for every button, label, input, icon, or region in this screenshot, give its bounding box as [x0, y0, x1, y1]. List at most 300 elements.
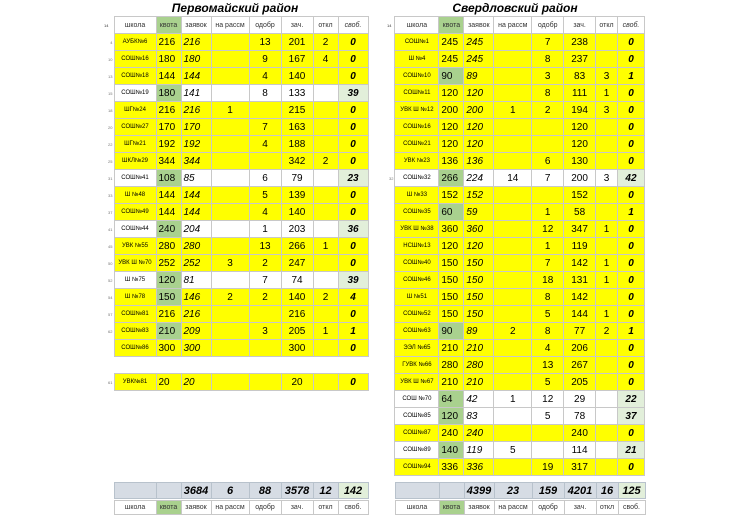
- cell-na-rassm[interactable]: [211, 187, 249, 204]
- cell-kvota[interactable]: 144: [156, 187, 181, 204]
- cell-odobr[interactable]: 12: [532, 391, 564, 408]
- col-header-na-rassm[interactable]: на рассм: [211, 17, 249, 34]
- col-header-zach[interactable]: зач.: [564, 501, 596, 515]
- cell-zayavok[interactable]: 192: [181, 136, 211, 153]
- col-header-school[interactable]: школа: [114, 17, 156, 34]
- cell-odobr[interactable]: [249, 340, 281, 357]
- cell-odobr[interactable]: [249, 102, 281, 119]
- cell-school[interactable]: СОШ№10: [395, 68, 439, 85]
- cell-na-rassm[interactable]: 2: [494, 323, 532, 340]
- cell-kvota[interactable]: 60: [439, 204, 464, 221]
- cell-svob[interactable]: 0: [338, 187, 368, 204]
- cell-zach[interactable]: 347: [564, 221, 596, 238]
- cell-svob[interactable]: 36: [338, 221, 368, 238]
- col-header-otkl[interactable]: откл: [596, 501, 618, 515]
- cell-odobr[interactable]: 8: [249, 85, 281, 102]
- cell-zach[interactable]: 300: [281, 340, 313, 357]
- cell-school[interactable]: НСШ№13: [395, 238, 439, 255]
- cell-otkl[interactable]: 1: [596, 221, 618, 238]
- cell-school[interactable]: ШГ№21: [114, 136, 156, 153]
- cell-zayavok[interactable]: 150: [464, 306, 494, 323]
- cell-otkl[interactable]: [596, 374, 618, 391]
- cell-svob[interactable]: 0: [338, 51, 368, 68]
- cell-zach[interactable]: 77: [564, 323, 596, 340]
- col-header-kvota[interactable]: квота: [439, 501, 464, 515]
- cell-zayavok[interactable]: 336: [464, 459, 494, 476]
- cell-otkl[interactable]: [313, 374, 338, 391]
- cell-school[interactable]: СОШ№16: [114, 51, 156, 68]
- cell-school[interactable]: СОШ№83: [114, 323, 156, 340]
- cell-svob[interactable]: 39: [338, 85, 368, 102]
- col-header-kvota[interactable]: квота: [156, 501, 181, 515]
- cell-na-rassm[interactable]: [494, 34, 532, 51]
- cell-otkl[interactable]: [313, 221, 338, 238]
- cell-school[interactable]: ШГ№24: [114, 102, 156, 119]
- cell-school[interactable]: АУБК№6: [114, 34, 156, 51]
- cell-zach[interactable]: 266: [281, 238, 313, 255]
- cell-kvota[interactable]: 180: [156, 85, 181, 102]
- cell-zayavok[interactable]: 216: [181, 102, 211, 119]
- cell-zach[interactable]: 140: [281, 68, 313, 85]
- col-header-kvota[interactable]: квота: [439, 17, 464, 34]
- cell-svob[interactable]: 0: [338, 255, 368, 272]
- cell-zayavok[interactable]: 144: [181, 68, 211, 85]
- cell-zach[interactable]: 240: [564, 425, 596, 442]
- cell-odobr[interactable]: 8: [532, 51, 564, 68]
- cell-svob[interactable]: 23: [338, 170, 368, 187]
- cell-zayavok[interactable]: 240: [464, 425, 494, 442]
- cell-odobr[interactable]: 5: [532, 408, 564, 425]
- cell-svob[interactable]: 0: [338, 340, 368, 357]
- cell-kvota[interactable]: 240: [156, 221, 181, 238]
- cell-svob[interactable]: 0: [338, 34, 368, 51]
- cell-svob[interactable]: 1: [617, 68, 644, 85]
- cell-school[interactable]: СОШ№27: [114, 119, 156, 136]
- col-header-svob[interactable]: своб.: [617, 17, 644, 34]
- cell-svob[interactable]: 21: [617, 442, 644, 459]
- cell-kvota[interactable]: 152: [439, 187, 464, 204]
- totals-svob[interactable]: 125: [618, 483, 645, 499]
- cell-zach[interactable]: 74: [281, 272, 313, 289]
- col-header-na-rassm[interactable]: на рассм: [494, 17, 532, 34]
- cell-zayavok[interactable]: 42: [464, 391, 494, 408]
- cell-otkl[interactable]: [596, 136, 618, 153]
- cell-otkl[interactable]: [596, 204, 618, 221]
- cell-otkl[interactable]: [596, 459, 618, 476]
- cell-na-rassm[interactable]: [494, 255, 532, 272]
- cell-svob[interactable]: 0: [338, 119, 368, 136]
- cell-na-rassm[interactable]: [211, 238, 249, 255]
- cell-otkl[interactable]: 3: [596, 170, 618, 187]
- cell-otkl[interactable]: [596, 153, 618, 170]
- cell-odobr[interactable]: 6: [532, 153, 564, 170]
- cell-na-rassm[interactable]: [494, 119, 532, 136]
- cell-otkl[interactable]: [596, 442, 618, 459]
- col-header-odobr[interactable]: одобр: [249, 501, 281, 515]
- cell-otkl[interactable]: [313, 272, 338, 289]
- cell-odobr[interactable]: 5: [532, 306, 564, 323]
- cell-kvota[interactable]: 360: [439, 221, 464, 238]
- cell-svob[interactable]: 0: [338, 204, 368, 221]
- cell-zayavok[interactable]: 204: [181, 221, 211, 238]
- col-header-odobr[interactable]: одобр: [532, 17, 564, 34]
- cell-na-rassm[interactable]: [211, 34, 249, 51]
- cell-odobr[interactable]: 8: [532, 85, 564, 102]
- cell-otkl[interactable]: [596, 187, 618, 204]
- cell-na-rassm[interactable]: [494, 306, 532, 323]
- cell-svob[interactable]: 0: [617, 425, 644, 442]
- cell-zach[interactable]: 120: [564, 119, 596, 136]
- cell-odobr[interactable]: 19: [532, 459, 564, 476]
- cell-otkl[interactable]: [313, 102, 338, 119]
- cell-zach[interactable]: 152: [564, 187, 596, 204]
- cell-odobr[interactable]: 7: [532, 255, 564, 272]
- cell-zach[interactable]: 203: [281, 221, 313, 238]
- cell-na-rassm[interactable]: [211, 323, 249, 340]
- col-header-zayavok[interactable]: заявок: [464, 17, 494, 34]
- totals-otkl[interactable]: 16: [596, 483, 618, 499]
- cell-svob[interactable]: 37: [617, 408, 644, 425]
- cell-zayavok[interactable]: 146: [181, 289, 211, 306]
- cell-odobr[interactable]: 5: [532, 374, 564, 391]
- cell-na-rassm[interactable]: [494, 374, 532, 391]
- cell-zayavok[interactable]: 200: [464, 102, 494, 119]
- cell-kvota[interactable]: 150: [439, 255, 464, 272]
- cell-svob[interactable]: 0: [338, 306, 368, 323]
- cell-zach[interactable]: 167: [281, 51, 313, 68]
- cell-odobr[interactable]: 9: [249, 51, 281, 68]
- cell-otkl[interactable]: 1: [596, 306, 618, 323]
- cell-school[interactable]: СОШ №70: [395, 391, 439, 408]
- cell-kvota[interactable]: 280: [439, 357, 464, 374]
- cell-svob[interactable]: 4: [338, 289, 368, 306]
- cell-kvota[interactable]: 150: [439, 272, 464, 289]
- cell-na-rassm[interactable]: [211, 170, 249, 187]
- cell-odobr[interactable]: [532, 187, 564, 204]
- cell-zach[interactable]: 142: [564, 289, 596, 306]
- cell-kvota[interactable]: 280: [156, 238, 181, 255]
- cell-zayavok[interactable]: 144: [181, 187, 211, 204]
- cell-na-rassm[interactable]: [494, 68, 532, 85]
- cell-school[interactable]: УВК Ш №67: [395, 374, 439, 391]
- cell-kvota[interactable]: 120: [439, 136, 464, 153]
- cell-na-rassm[interactable]: 1: [494, 102, 532, 119]
- cell-svob[interactable]: 0: [617, 119, 644, 136]
- cell-odobr[interactable]: 2: [532, 102, 564, 119]
- cell-zayavok[interactable]: 252: [181, 255, 211, 272]
- cell-zayavok[interactable]: 141: [181, 85, 211, 102]
- cell-svob[interactable]: 0: [617, 306, 644, 323]
- cell-otkl[interactable]: [313, 340, 338, 357]
- cell-zayavok[interactable]: 344: [181, 153, 211, 170]
- cell-otkl[interactable]: 1: [313, 238, 338, 255]
- cell-kvota[interactable]: 210: [439, 340, 464, 357]
- cell-otkl[interactable]: 1: [596, 255, 618, 272]
- cell-otkl[interactable]: 2: [313, 289, 338, 306]
- cell-otkl[interactable]: [313, 255, 338, 272]
- cell-kvota[interactable]: 180: [156, 51, 181, 68]
- cell-otkl[interactable]: [596, 391, 618, 408]
- cell-otkl[interactable]: [596, 408, 618, 425]
- cell-odobr[interactable]: 3: [249, 323, 281, 340]
- cell-odobr[interactable]: 7: [532, 34, 564, 51]
- cell-school[interactable]: СОШ№19: [114, 85, 156, 102]
- cell-school[interactable]: УВК Ш №70: [114, 255, 156, 272]
- cell-zach[interactable]: 238: [564, 34, 596, 51]
- cell-na-rassm[interactable]: [494, 357, 532, 374]
- cell-na-rassm[interactable]: [494, 238, 532, 255]
- cell-svob[interactable]: 0: [338, 102, 368, 119]
- cell-svob[interactable]: 0: [338, 68, 368, 85]
- totals-odobr[interactable]: 88: [249, 483, 281, 499]
- cell-zach[interactable]: 205: [281, 323, 313, 340]
- cell-na-rassm[interactable]: [494, 221, 532, 238]
- cell-na-rassm[interactable]: [211, 340, 249, 357]
- cell-otkl[interactable]: 1: [596, 85, 618, 102]
- cell-odobr[interactable]: 8: [532, 289, 564, 306]
- cell-school[interactable]: СОШ№16: [395, 119, 439, 136]
- col-header-school[interactable]: школа: [114, 501, 156, 515]
- cell-school[interactable]: СОШ№86: [114, 340, 156, 357]
- cell-otkl[interactable]: [313, 187, 338, 204]
- cell-kvota[interactable]: 20: [156, 374, 181, 391]
- cell-school[interactable]: Ш №75: [114, 272, 156, 289]
- cell-zayavok[interactable]: 245: [464, 51, 494, 68]
- cell-school[interactable]: СОШ№49: [114, 204, 156, 221]
- cell-kvota[interactable]: 192: [156, 136, 181, 153]
- cell-otkl[interactable]: 3: [596, 102, 618, 119]
- cell-na-rassm[interactable]: [494, 153, 532, 170]
- cell-na-rassm[interactable]: [211, 272, 249, 289]
- cell-zayavok[interactable]: 280: [181, 238, 211, 255]
- cell-kvota[interactable]: 266: [439, 170, 464, 187]
- cell-school[interactable]: СОШ№11: [395, 85, 439, 102]
- cell-zach[interactable]: 58: [564, 204, 596, 221]
- cell-zayavok[interactable]: 150: [464, 272, 494, 289]
- cell-na-rassm[interactable]: [494, 459, 532, 476]
- col-header-svob[interactable]: своб.: [338, 501, 368, 515]
- cell-zach[interactable]: 201: [281, 34, 313, 51]
- cell-zach[interactable]: 342: [281, 153, 313, 170]
- cell-zayavok[interactable]: 150: [464, 255, 494, 272]
- cell-zach[interactable]: 140: [281, 204, 313, 221]
- col-header-zach[interactable]: зач.: [564, 17, 596, 34]
- cell-school[interactable]: Ш №51: [395, 289, 439, 306]
- cell-svob[interactable]: 0: [617, 374, 644, 391]
- cell-na-rassm[interactable]: [494, 136, 532, 153]
- cell-na-rassm[interactable]: 1: [494, 391, 532, 408]
- cell-na-rassm[interactable]: 2: [211, 289, 249, 306]
- cell-odobr[interactable]: 4: [249, 68, 281, 85]
- cell-odobr[interactable]: [249, 374, 281, 391]
- cell-zach[interactable]: 194: [564, 102, 596, 119]
- cell-svob[interactable]: 0: [617, 459, 644, 476]
- cell-odobr[interactable]: 7: [249, 119, 281, 136]
- cell-odobr[interactable]: 13: [532, 357, 564, 374]
- cell-school[interactable]: СОШ№21: [395, 136, 439, 153]
- col-header-na-rassm[interactable]: на рассм: [211, 501, 249, 515]
- cell-svob[interactable]: 0: [338, 136, 368, 153]
- cell-kvota[interactable]: 216: [156, 306, 181, 323]
- cell-zayavok[interactable]: 89: [464, 68, 494, 85]
- cell-zach[interactable]: 216: [281, 306, 313, 323]
- cell-otkl[interactable]: [313, 119, 338, 136]
- cell-otkl[interactable]: [596, 119, 618, 136]
- cell-na-rassm[interactable]: [211, 221, 249, 238]
- cell-odobr[interactable]: 1: [249, 221, 281, 238]
- cell-otkl[interactable]: [596, 238, 618, 255]
- cell-svob[interactable]: 0: [617, 51, 644, 68]
- cell-zach[interactable]: 114: [564, 442, 596, 459]
- totals-kvota[interactable]: [156, 483, 181, 499]
- cell-school[interactable]: СОШ№87: [395, 425, 439, 442]
- col-header-otkl[interactable]: откл: [596, 17, 618, 34]
- cell-svob[interactable]: 22: [617, 391, 644, 408]
- cell-zayavok[interactable]: 209: [181, 323, 211, 340]
- cell-zayavok[interactable]: 210: [464, 374, 494, 391]
- cell-zach[interactable]: 215: [281, 102, 313, 119]
- cell-zach[interactable]: 205: [564, 374, 596, 391]
- cell-zayavok[interactable]: 120: [464, 238, 494, 255]
- cell-school[interactable]: УВК №55: [114, 238, 156, 255]
- cell-svob[interactable]: 0: [617, 102, 644, 119]
- cell-school[interactable]: СОШ№18: [114, 68, 156, 85]
- cell-kvota[interactable]: 90: [439, 323, 464, 340]
- cell-zach[interactable]: 267: [564, 357, 596, 374]
- cell-school[interactable]: СОШ№41: [114, 170, 156, 187]
- cell-school[interactable]: ГУВК №66: [395, 357, 439, 374]
- totals-kvota[interactable]: [439, 483, 464, 499]
- cell-na-rassm[interactable]: [494, 272, 532, 289]
- cell-zach[interactable]: 120: [564, 136, 596, 153]
- cell-kvota[interactable]: 245: [439, 34, 464, 51]
- cell-kvota[interactable]: 150: [156, 289, 181, 306]
- cell-school[interactable]: СОШ№85: [395, 408, 439, 425]
- cell-svob[interactable]: 0: [617, 272, 644, 289]
- cell-zayavok[interactable]: 120: [464, 119, 494, 136]
- cell-zach[interactable]: 188: [281, 136, 313, 153]
- cell-odobr[interactable]: [532, 425, 564, 442]
- cell-kvota[interactable]: 120: [439, 119, 464, 136]
- cell-zayavok[interactable]: 216: [181, 34, 211, 51]
- cell-zach[interactable]: 247: [281, 255, 313, 272]
- cell-odobr[interactable]: 7: [532, 170, 564, 187]
- cell-svob[interactable]: 39: [338, 272, 368, 289]
- cell-na-rassm[interactable]: [211, 136, 249, 153]
- cell-odobr[interactable]: 1: [532, 204, 564, 221]
- cell-zayavok[interactable]: 245: [464, 34, 494, 51]
- cell-otkl[interactable]: [313, 68, 338, 85]
- cell-kvota[interactable]: 120: [439, 85, 464, 102]
- cell-na-rassm[interactable]: [211, 204, 249, 221]
- cell-kvota[interactable]: 140: [439, 442, 464, 459]
- col-header-kvota[interactable]: квота: [156, 17, 181, 34]
- col-header-otkl[interactable]: откл: [313, 501, 338, 515]
- cell-odobr[interactable]: [532, 136, 564, 153]
- cell-kvota[interactable]: 120: [156, 272, 181, 289]
- cell-na-rassm[interactable]: [211, 85, 249, 102]
- cell-zayavok[interactable]: 120: [464, 85, 494, 102]
- cell-school[interactable]: СОШ№44: [114, 221, 156, 238]
- cell-school[interactable]: СОШ№46: [395, 272, 439, 289]
- totals-odobr[interactable]: 159: [532, 483, 564, 499]
- cell-otkl[interactable]: 2: [596, 323, 618, 340]
- cell-zayavok[interactable]: 20: [181, 374, 211, 391]
- cell-odobr[interactable]: [532, 442, 564, 459]
- cell-school[interactable]: ЭЭЛ №65: [395, 340, 439, 357]
- totals-svob[interactable]: 142: [338, 483, 368, 499]
- cell-svob[interactable]: 0: [617, 34, 644, 51]
- cell-school[interactable]: Ш №48: [114, 187, 156, 204]
- cell-odobr[interactable]: [532, 119, 564, 136]
- cell-zayavok[interactable]: 119: [464, 442, 494, 459]
- cell-otkl[interactable]: [596, 357, 618, 374]
- cell-kvota[interactable]: 136: [439, 153, 464, 170]
- col-header-zach[interactable]: зач.: [281, 17, 313, 34]
- cell-zayavok[interactable]: 152: [464, 187, 494, 204]
- cell-kvota[interactable]: 120: [439, 238, 464, 255]
- cell-na-rassm[interactable]: [211, 374, 249, 391]
- cell-school[interactable]: СОШ№32: [395, 170, 439, 187]
- cell-zayavok[interactable]: 170: [181, 119, 211, 136]
- cell-kvota[interactable]: 170: [156, 119, 181, 136]
- totals-zach[interactable]: 4201: [564, 483, 596, 499]
- cell-na-rassm[interactable]: [211, 306, 249, 323]
- cell-otkl[interactable]: [596, 340, 618, 357]
- cell-zach[interactable]: 130: [564, 153, 596, 170]
- cell-na-rassm[interactable]: [494, 51, 532, 68]
- cell-school[interactable]: Ш №33: [395, 187, 439, 204]
- cell-school[interactable]: СОШ№35: [395, 204, 439, 221]
- col-header-zayavok[interactable]: заявок: [181, 17, 211, 34]
- cell-kvota[interactable]: 210: [156, 323, 181, 340]
- cell-zayavok[interactable]: 144: [181, 204, 211, 221]
- cell-otkl[interactable]: [596, 289, 618, 306]
- cell-svob[interactable]: 0: [617, 221, 644, 238]
- cell-otkl[interactable]: [313, 85, 338, 102]
- col-header-school[interactable]: школа: [395, 501, 439, 515]
- cell-zayavok[interactable]: 136: [464, 153, 494, 170]
- cell-odobr[interactable]: 4: [249, 136, 281, 153]
- col-header-zach[interactable]: зач.: [281, 501, 313, 515]
- cell-svob[interactable]: 0: [617, 238, 644, 255]
- cell-kvota[interactable]: 344: [156, 153, 181, 170]
- cell-na-rassm[interactable]: 1: [211, 102, 249, 119]
- cell-school[interactable]: СОШ№1: [395, 34, 439, 51]
- totals-na-rassm[interactable]: 6: [211, 483, 249, 499]
- cell-svob[interactable]: 0: [617, 340, 644, 357]
- cell-school[interactable]: Ш №4: [395, 51, 439, 68]
- cell-kvota[interactable]: 216: [156, 34, 181, 51]
- cell-kvota[interactable]: 200: [439, 102, 464, 119]
- cell-zach[interactable]: 140: [281, 289, 313, 306]
- cell-zayavok[interactable]: 280: [464, 357, 494, 374]
- col-header-odobr[interactable]: одобр: [532, 501, 564, 515]
- cell-zayavok[interactable]: 81: [181, 272, 211, 289]
- cell-zach[interactable]: 83: [564, 68, 596, 85]
- cell-svob[interactable]: 0: [338, 153, 368, 170]
- cell-zayavok[interactable]: 85: [181, 170, 211, 187]
- cell-school[interactable]: УВК Ш №12: [395, 102, 439, 119]
- cell-odobr[interactable]: 8: [532, 323, 564, 340]
- cell-odobr[interactable]: 3: [532, 68, 564, 85]
- cell-school[interactable]: ШКЛ№29: [114, 153, 156, 170]
- cell-kvota[interactable]: 300: [156, 340, 181, 357]
- cell-otkl[interactable]: [596, 51, 618, 68]
- cell-svob[interactable]: 0: [338, 238, 368, 255]
- cell-na-rassm[interactable]: [494, 408, 532, 425]
- cell-svob[interactable]: 0: [338, 374, 368, 391]
